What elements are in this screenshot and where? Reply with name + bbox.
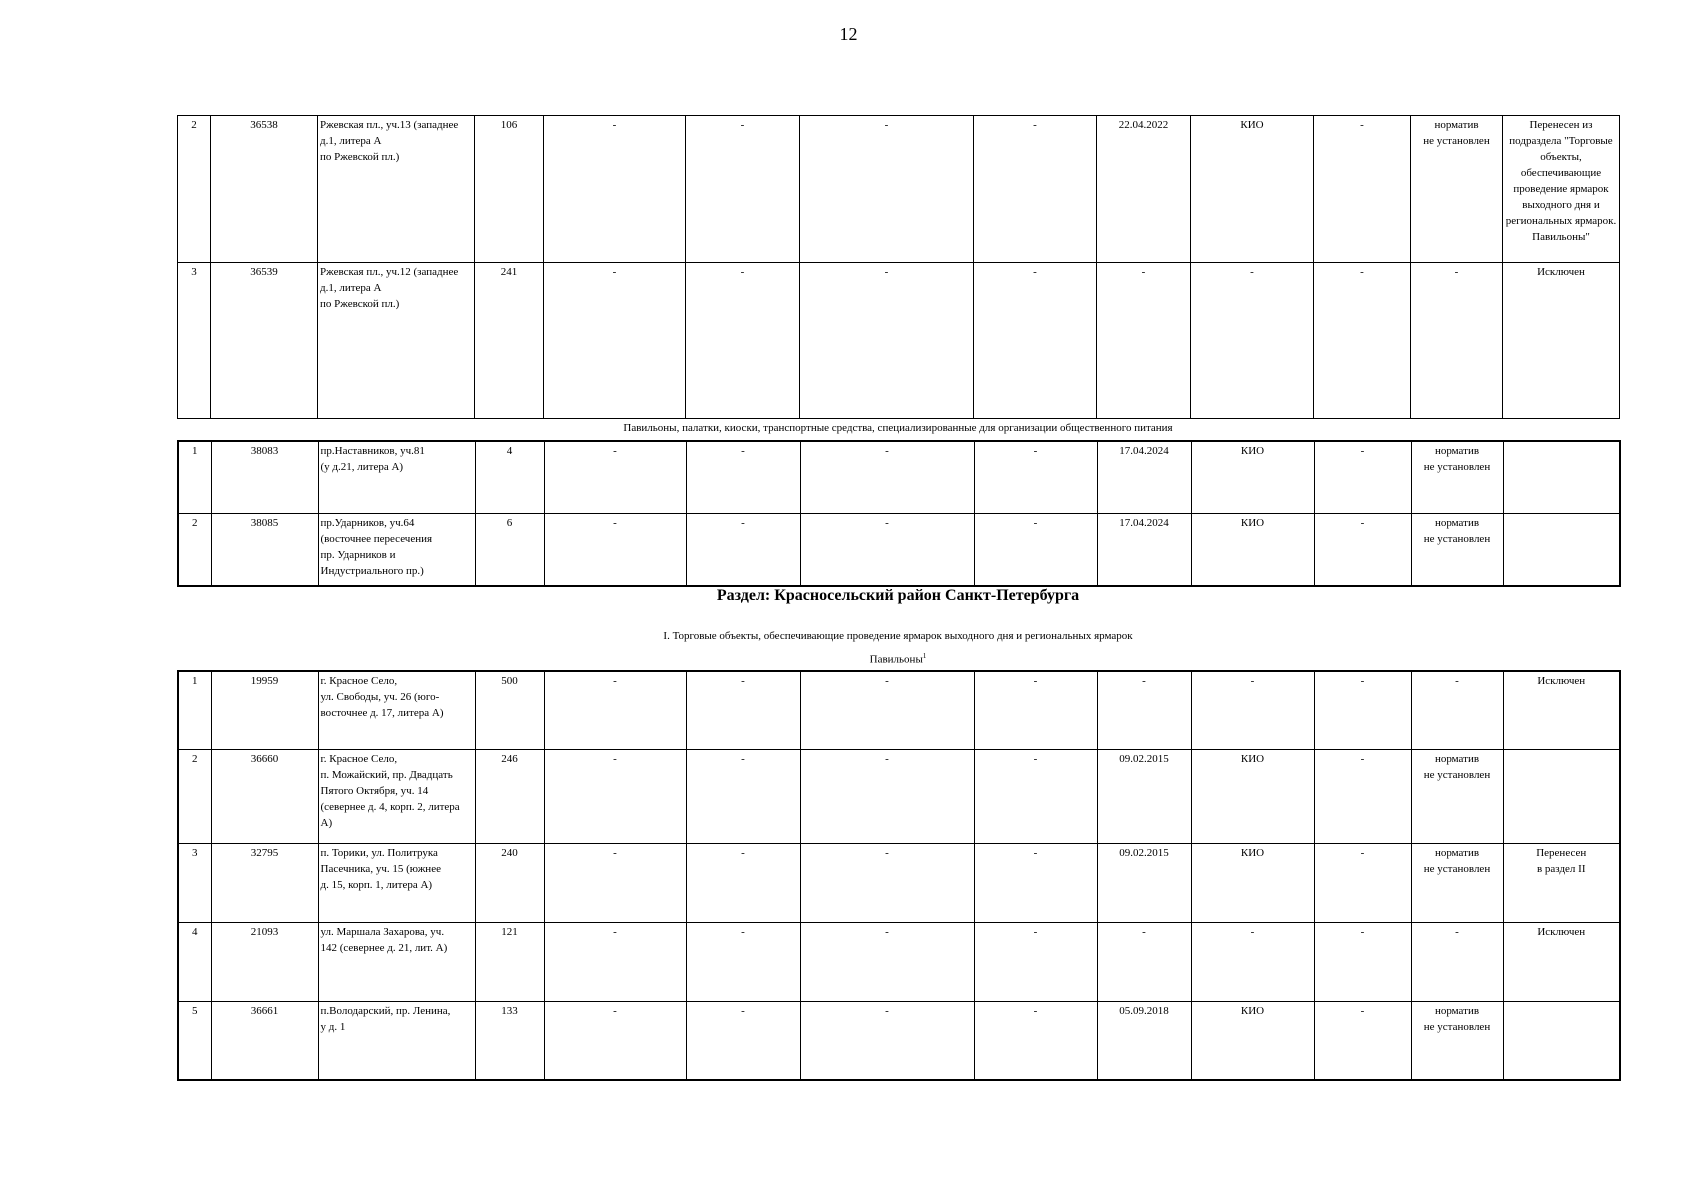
cell-c8: - — [974, 116, 1097, 263]
pavilions-label: Павильоны — [869, 653, 923, 666]
cell-date: 17.04.2024 — [1097, 513, 1191, 586]
table-row — [178, 922, 1620, 1001]
cell-c7: - — [800, 922, 974, 1001]
cell-norm: норматив не установлен — [1411, 843, 1503, 922]
cell-norm: - — [1411, 263, 1503, 419]
cell-num: 4 — [178, 922, 211, 1001]
cell-c6: - — [686, 671, 800, 749]
cell-note: Исключен — [1503, 671, 1620, 749]
cell-area: 246 — [475, 749, 544, 843]
cell-id: 36660 — [211, 749, 318, 843]
cell-c5: - — [544, 441, 686, 513]
cell-c11: - — [1314, 671, 1411, 749]
cell-num: 1 — [178, 441, 211, 513]
cell-c7: - — [800, 1001, 974, 1080]
caption-food-service: Павильоны, палатки, киоски, транспортные средства, специализированные для организации общественного питания — [623, 422, 1173, 434]
table-food-service — [177, 440, 1621, 587]
cell-norm: норматив не установлен — [1411, 441, 1503, 513]
cell-c5: - — [544, 843, 686, 922]
cell-c6: - — [686, 116, 800, 263]
table-row — [178, 671, 1620, 749]
cell-c8: - — [974, 671, 1097, 749]
cell-address: пр.Ударников, уч.64 (восточнее пересечения пр. Ударников и Индустриального пр.) — [318, 513, 475, 586]
cell-date: 05.09.2018 — [1097, 1001, 1191, 1080]
cell-c8: - — [974, 922, 1097, 1001]
cell-id: 36661 — [211, 1001, 318, 1080]
cell-c5: - — [544, 922, 686, 1001]
cell-org: КИО — [1191, 749, 1314, 843]
cell-c6: - — [686, 513, 800, 586]
cell-area: 121 — [475, 922, 544, 1001]
cell-num: 5 — [178, 1001, 211, 1080]
cell-id: 38083 — [211, 441, 318, 513]
table-pavilions — [177, 670, 1621, 1081]
cell-c7: - — [800, 116, 974, 263]
cell-note: Перенесен из подраздела "Торговые объекты, обеспечивающие проведение ярмарок выходного дня и региональных ярмарок. Павильоны" — [1503, 116, 1620, 263]
cell-date: 09.02.2015 — [1097, 843, 1191, 922]
cell-c8: - — [974, 263, 1097, 419]
cell-c8: - — [974, 749, 1097, 843]
cell-org: - — [1191, 922, 1314, 1001]
cell-address: г. Красное Село, ул. Свободы, уч. 26 (юго- восточнее д. 17, литера А) — [318, 671, 475, 749]
cell-id: 38085 — [211, 513, 318, 586]
cell-org: - — [1191, 671, 1314, 749]
cell-date: 09.02.2015 — [1097, 749, 1191, 843]
table-section-1 — [177, 115, 1620, 419]
cell-c11: - — [1314, 1001, 1411, 1080]
cell-address: Ржевская пл., уч.12 (западнее д.1, литера А по Ржевской пл.) — [318, 263, 475, 419]
cell-address: пр.Наставников, уч.81 (у д.21, литера А) — [318, 441, 475, 513]
cell-area: 6 — [475, 513, 544, 586]
cell-org: КИО — [1191, 1001, 1314, 1080]
cell-num: 2 — [178, 116, 211, 263]
cell-c7: - — [800, 513, 974, 586]
cell-id: 21093 — [211, 922, 318, 1001]
cell-note — [1503, 441, 1620, 513]
cell-c5: - — [544, 671, 686, 749]
cell-c7: - — [800, 441, 974, 513]
cell-c11: - — [1314, 749, 1411, 843]
cell-c11: - — [1314, 513, 1411, 586]
table-row — [178, 441, 1620, 513]
cell-c7: - — [800, 671, 974, 749]
cell-c6: - — [686, 843, 800, 922]
cell-org: КИО — [1191, 441, 1314, 513]
cell-c11: - — [1314, 441, 1411, 513]
table-row — [178, 843, 1620, 922]
cell-date: 22.04.2022 — [1097, 116, 1191, 263]
cell-org: КИО — [1191, 116, 1314, 263]
cell-num: 2 — [178, 749, 211, 843]
cell-address: п.Володарский, пр. Ленина, у д. 1 — [318, 1001, 475, 1080]
cell-id: 19959 — [211, 671, 318, 749]
cell-norm: - — [1411, 671, 1503, 749]
cell-c7: - — [800, 749, 974, 843]
cell-norm: норматив не установлен — [1411, 513, 1503, 586]
cell-note — [1503, 513, 1620, 586]
cell-c5: - — [544, 263, 686, 419]
cell-date: - — [1097, 922, 1191, 1001]
cell-c11: - — [1314, 263, 1411, 419]
cell-note: Перенесен в раздел II — [1503, 843, 1620, 922]
cell-norm: норматив не установлен — [1411, 116, 1503, 263]
cell-c6: - — [686, 263, 800, 419]
cell-org: - — [1191, 263, 1314, 419]
cell-note: Исключен — [1503, 922, 1620, 1001]
cell-num: 1 — [178, 671, 211, 749]
cell-org: КИО — [1191, 843, 1314, 922]
cell-c7: - — [800, 843, 974, 922]
table-row — [178, 749, 1620, 843]
cell-c6: - — [686, 1001, 800, 1080]
cell-org: КИО — [1191, 513, 1314, 586]
cell-num: 2 — [178, 513, 211, 586]
cell-num: 3 — [178, 843, 211, 922]
footnote-marker: 1 — [922, 652, 927, 660]
cell-norm: норматив не установлен — [1411, 1001, 1503, 1080]
cell-note: Исключен — [1503, 263, 1620, 419]
cell-c8: - — [974, 513, 1097, 586]
cell-c6: - — [686, 922, 800, 1001]
cell-note — [1503, 749, 1620, 843]
cell-c5: - — [544, 1001, 686, 1080]
cell-norm: норматив не установлен — [1411, 749, 1503, 843]
cell-c8: - — [974, 843, 1097, 922]
cell-c11: - — [1314, 116, 1411, 263]
cell-area: 500 — [475, 671, 544, 749]
subsection-title: I. Торговые объекты, обеспечивающие проведение ярмарок выходного дня и региональных ярмарок — [663, 630, 1133, 642]
cell-date: - — [1097, 263, 1191, 419]
cell-address: ул. Маршала Захарова, уч. 142 (севернее д. 21, лит. А) — [318, 922, 475, 1001]
cell-c7: - — [800, 263, 974, 419]
table-row — [178, 1001, 1620, 1080]
cell-area: 4 — [475, 441, 544, 513]
cell-c8: - — [974, 441, 1097, 513]
section-heading: Раздел: Красносельский район Санкт-Петербурга — [716, 587, 1080, 604]
cell-area: 241 — [475, 263, 544, 419]
pavilions-caption — [177, 652, 1619, 666]
cell-c6: - — [686, 441, 800, 513]
cell-c5: - — [544, 513, 686, 586]
cell-num: 3 — [178, 263, 211, 419]
cell-date: 17.04.2024 — [1097, 441, 1191, 513]
cell-c11: - — [1314, 922, 1411, 1001]
cell-date: - — [1097, 671, 1191, 749]
cell-c11: - — [1314, 843, 1411, 922]
cell-id: 36538 — [211, 116, 318, 263]
cell-norm: - — [1411, 922, 1503, 1001]
cell-c6: - — [686, 749, 800, 843]
cell-address: Ржевская пл., уч.13 (западнее д.1, литера А по Ржевской пл.) — [318, 116, 475, 263]
table-row — [178, 513, 1620, 586]
table-row — [178, 116, 1620, 263]
cell-c5: - — [544, 116, 686, 263]
cell-area: 240 — [475, 843, 544, 922]
cell-area: 133 — [475, 1001, 544, 1080]
cell-id: 36539 — [211, 263, 318, 419]
cell-address: п. Торики, ул. Политрука Пасечника, уч. 15 (южнее д. 15, корп. 1, литера А) — [318, 843, 475, 922]
page-number: 12 — [839, 24, 858, 44]
table-row — [178, 263, 1620, 419]
cell-address: г. Красное Село, п. Можайский, пр. Двадцать Пятого Октября, уч. 14 (севернее д. 4, корп. 2, литера А) — [318, 749, 475, 843]
cell-note — [1503, 1001, 1620, 1080]
cell-c5: - — [544, 749, 686, 843]
cell-area: 106 — [475, 116, 544, 263]
cell-c8: - — [974, 1001, 1097, 1080]
cell-id: 32795 — [211, 843, 318, 922]
